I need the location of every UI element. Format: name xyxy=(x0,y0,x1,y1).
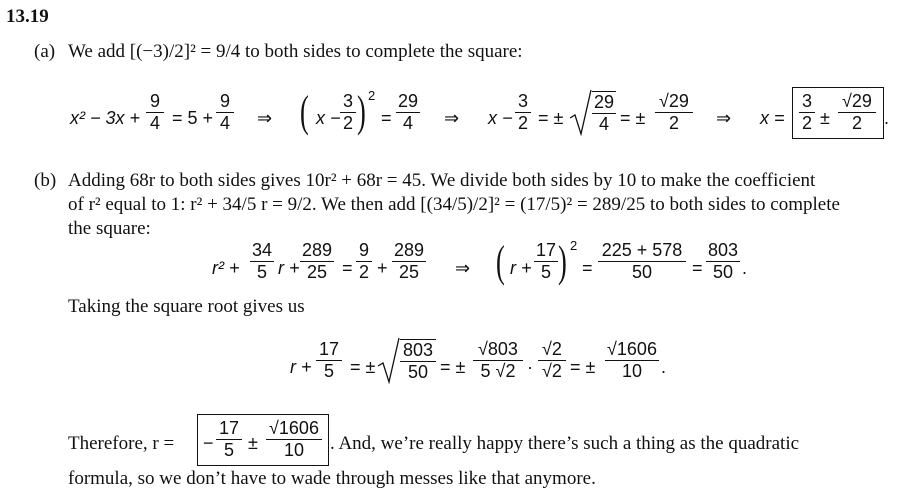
b-eq1-f3: 9 2 xyxy=(356,240,372,283)
a-eq1-frac2: 9 4 xyxy=(216,91,234,134)
b-eq3-eq: = ± xyxy=(350,357,376,377)
part-b-line2: of r² equal to 1: r² + 34/5 r = 9/2. We then add [(34/5)/2]² = (17/5)² = 289/25 to both sides to complete xyxy=(68,194,840,215)
b-ans-f1: 17 5 xyxy=(216,418,242,461)
b-eq1-plus: + xyxy=(377,258,388,278)
a-eq1-mid: = 5 + xyxy=(172,108,214,128)
b-eq1-f2: 289 25 xyxy=(302,240,333,282)
b-closing2: formula, so we don’t have to wade through messes like that anymore. xyxy=(68,468,596,489)
b-therefore: Therefore, r = xyxy=(68,433,175,454)
a-implies-3: ⇒ xyxy=(716,108,732,128)
part-b-line1: Adding 68r to both sides gives 10r² + 68r = 45. We divide both sides by 10 to make the coefficient xyxy=(68,170,816,191)
a-eq3-eq2: = ± xyxy=(620,108,646,128)
b-eq2-eq2: = xyxy=(692,258,703,278)
a-eq2-rhs: 29 4 xyxy=(398,91,419,133)
a-implies-1: ⇒ xyxy=(257,108,273,128)
a-eq3-rhs: √29 2 xyxy=(655,91,693,134)
a-answer-frac1: 3 2 xyxy=(799,91,815,134)
a-eq2-eq: = xyxy=(381,108,392,128)
a-eq2-close-paren: ) xyxy=(357,87,366,136)
b-eq1-eq: = xyxy=(342,258,353,278)
b-eq2-open-paren: ( xyxy=(496,237,505,286)
a-answer-pm: ± xyxy=(820,108,830,128)
b-eq2-f2: 225 + 578 50 xyxy=(598,240,686,283)
a-eq2-x: x − xyxy=(316,108,341,128)
b-eq3-r: r + xyxy=(290,357,312,377)
part-a-label: (a) xyxy=(34,41,56,62)
a-sqrt-radical-icon xyxy=(570,88,592,136)
b-sqrt-text: Taking the square root gives us xyxy=(68,296,305,317)
a-eq1-lhs: x² − 3x + xyxy=(70,108,141,128)
b-eq2-close-paren: ) xyxy=(558,237,567,286)
b-eq3-f1: 17 5 xyxy=(316,339,342,382)
b-sqrt-radical-icon xyxy=(378,336,400,384)
b-ans-pm: ± xyxy=(248,433,258,453)
b-eq2-exp: 2 xyxy=(570,238,578,253)
b-eq1-lhs: r² + xyxy=(212,258,240,278)
b-eq3-period: . xyxy=(661,357,667,377)
b-eq3-dot: · xyxy=(527,357,533,377)
a-eq1-frac1: 9 4 xyxy=(146,91,164,134)
b-closing1: . And, we’re really happy there’s such a thing as the quadratic xyxy=(330,433,800,454)
a-eq3-frac: 3 2 xyxy=(515,91,531,134)
a-eq4-lhs: x = xyxy=(760,108,785,128)
b-eq2-period: . xyxy=(742,258,748,278)
a-eq2-exp: 2 xyxy=(368,88,376,103)
b-eq3-f2: √803 5 √2 xyxy=(473,339,523,382)
a-eq3-eq: = ± xyxy=(538,108,564,128)
b-eq2-f3: 803 50 xyxy=(708,240,739,282)
b-ans-minus: − xyxy=(203,433,214,453)
b-implies: ⇒ xyxy=(455,258,471,278)
b-eq3-eq2: = ± xyxy=(440,357,466,377)
a-answer-period: . xyxy=(884,108,890,128)
a-eq3-lhs: x − xyxy=(488,108,513,128)
a-eq2-frac: 3 2 xyxy=(340,91,356,134)
b-eq1-f4: 289 25 xyxy=(394,240,425,282)
a-eq3-sqrt-frac: 29 4 xyxy=(594,92,615,134)
b-eq3-f4: √1606 10 xyxy=(605,339,659,382)
a-implies-2: ⇒ xyxy=(444,108,460,128)
problem-number: 13.19 xyxy=(6,6,49,27)
b-eq2-r: r + xyxy=(510,258,532,278)
b-eq3-eq3: = ± xyxy=(570,357,596,377)
b-eq2-f: 17 5 xyxy=(536,240,557,282)
b-eq3-sqrt-frac: 803 50 xyxy=(400,339,436,383)
b-eq2-eq: = xyxy=(582,258,593,278)
a-eq2-open-paren: ( xyxy=(300,87,309,136)
part-a-intro: We add [(−3)/2]² = 9/4 to both sides to complete the square: xyxy=(68,41,523,62)
part-b-label: (b) xyxy=(34,170,57,191)
b-eq1-r: r + xyxy=(278,258,300,278)
part-b-line3: the square: xyxy=(68,218,151,239)
b-eq1-f1: 34 5 xyxy=(252,240,273,282)
b-eq3-f3: √2 √2 xyxy=(538,339,566,382)
a-answer-frac2: √29 2 xyxy=(838,91,876,134)
b-ans-f2: √1606 10 xyxy=(266,418,322,461)
